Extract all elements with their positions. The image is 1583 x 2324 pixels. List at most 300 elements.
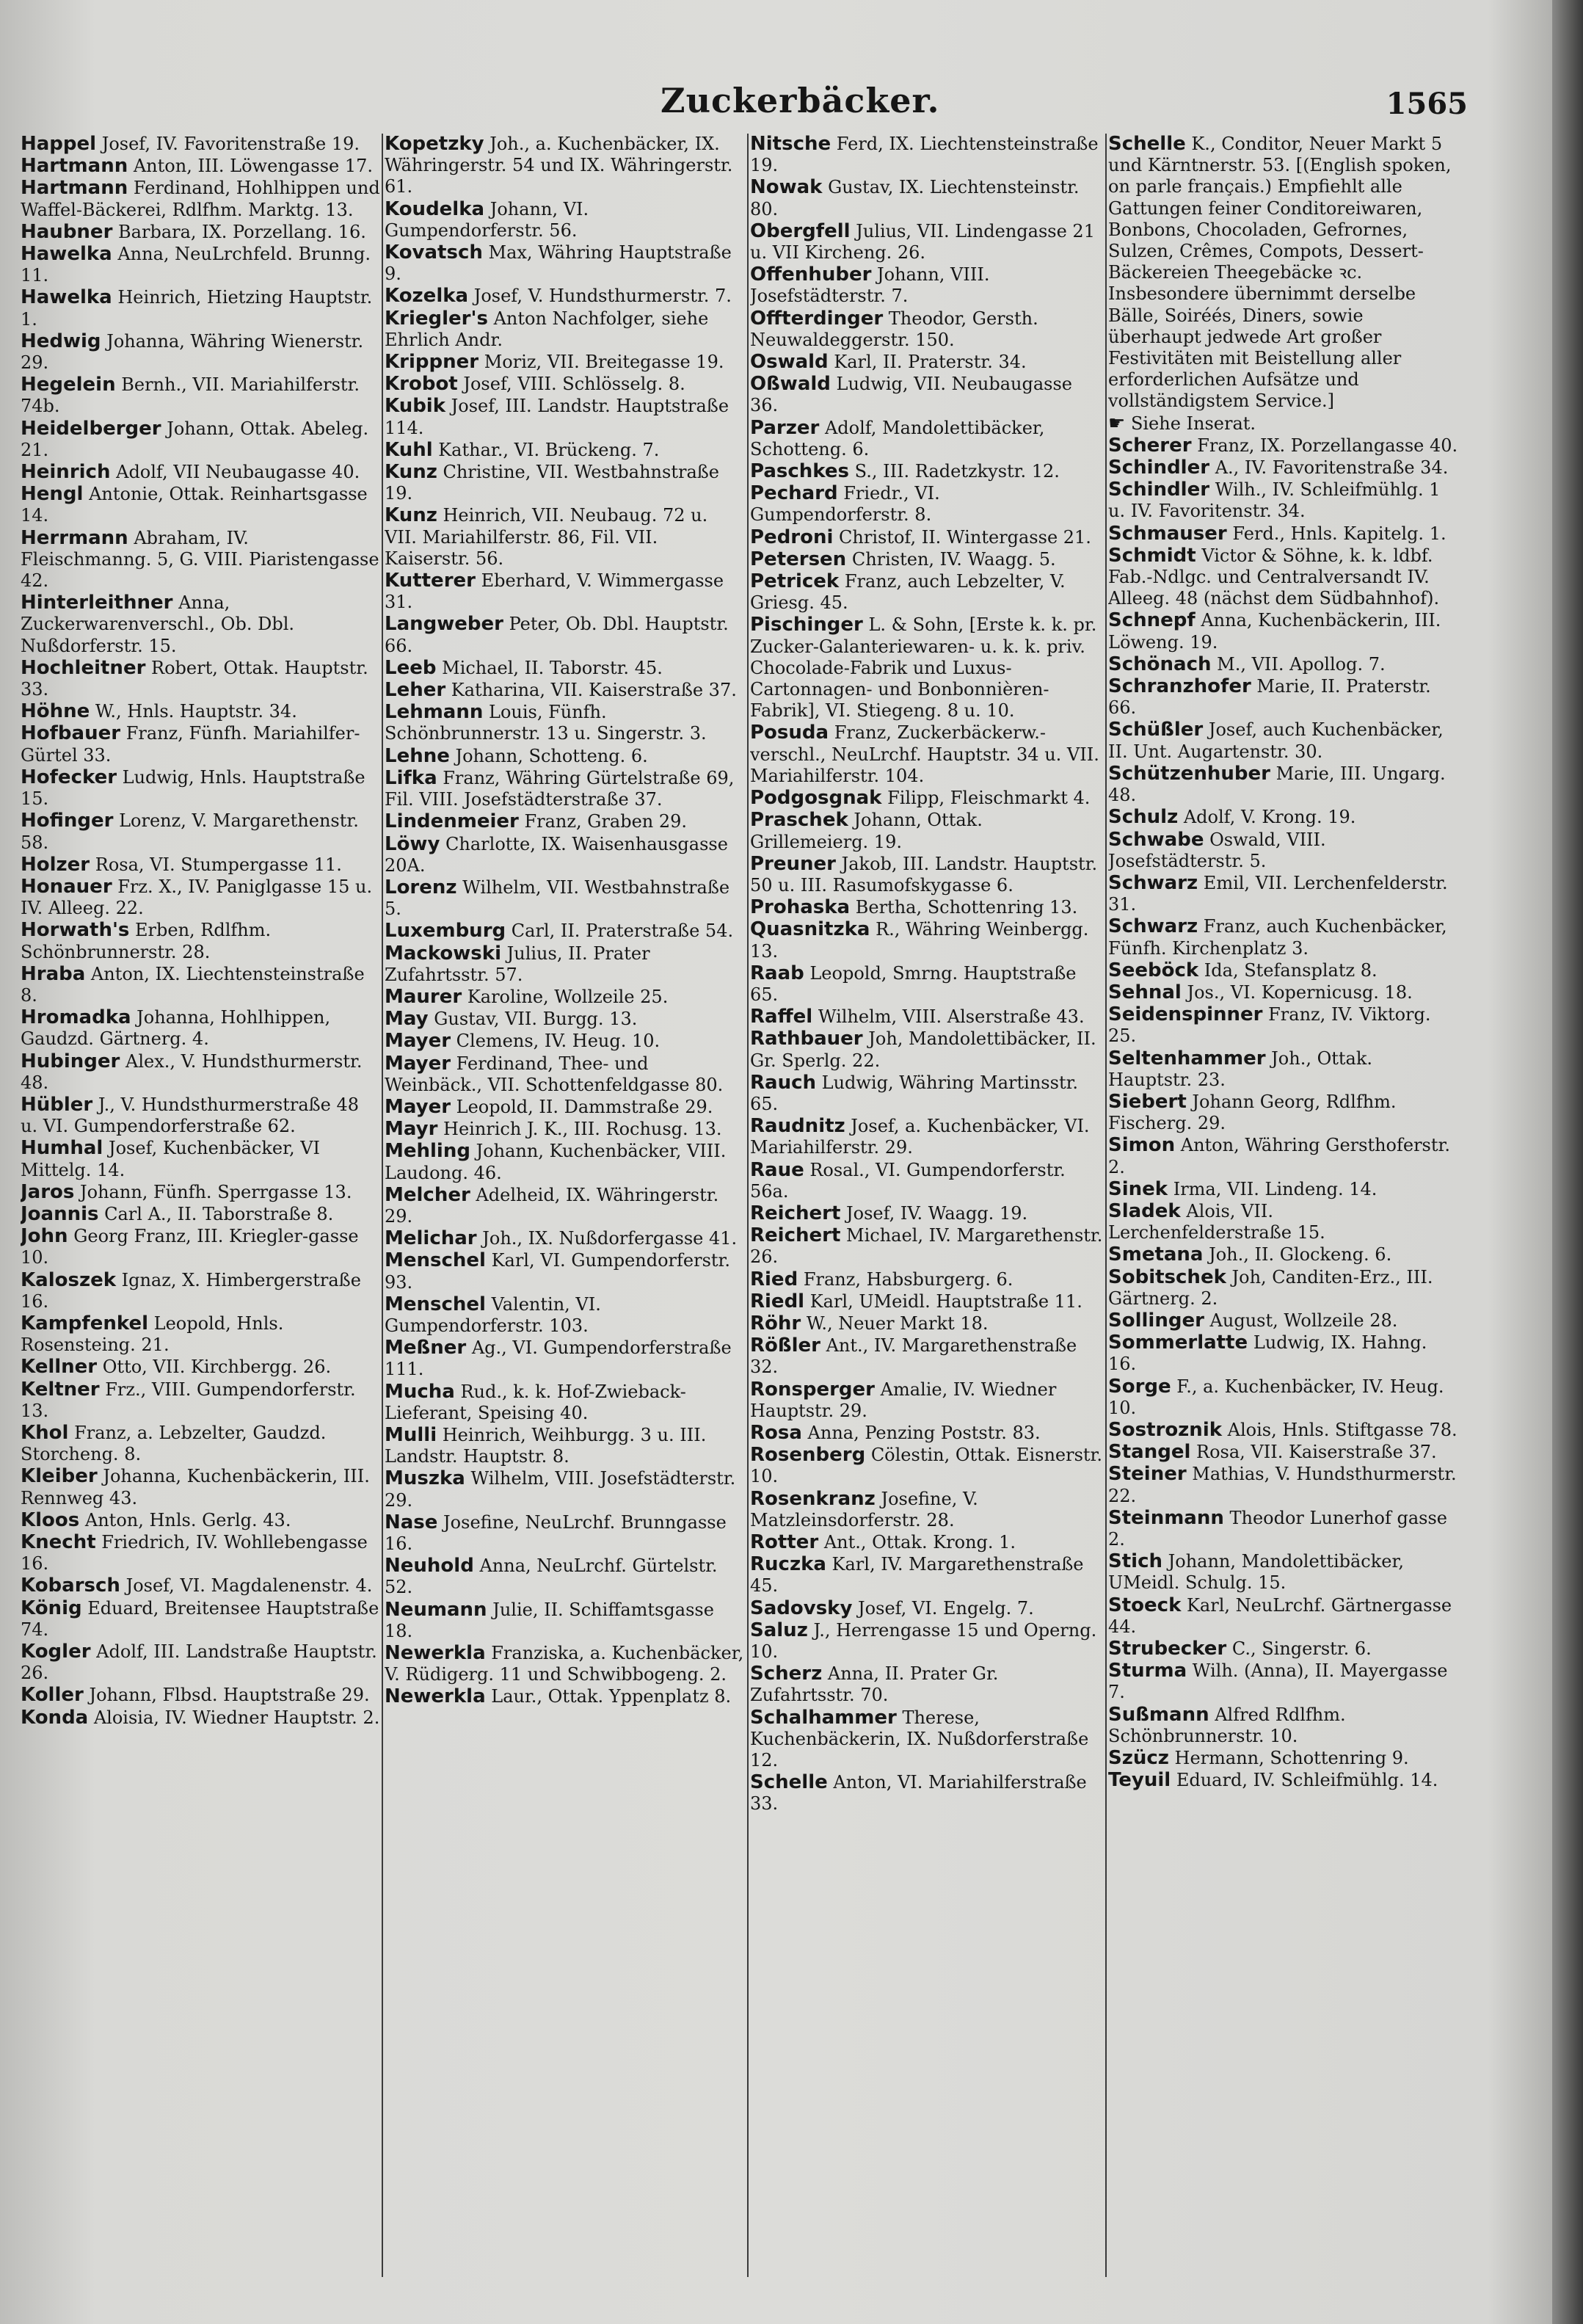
directory-entry [21,854,380,876]
entry-name: Schindler [1108,457,1210,479]
entry-name: Neuhold [385,1555,474,1577]
entry-name: Lehne [385,744,450,767]
entry-details: C., Singerstr. 6. [1226,1638,1372,1660]
directory-entry [21,1466,380,1508]
entry-details: Ferdinand, Hohlhippen und Waffel-Bäckerei, Rdlfhm. Marktg. 13. [21,178,380,220]
entry-name: Oswald [750,351,829,374]
directory-entry [385,1555,744,1598]
entry-details: Ferd, IX. Liechtensteinstraße 19. [750,134,1099,176]
entry-details: Eberhard, V. Wimmergasse 31. [385,570,724,613]
entry-details: August, Wollzeile 28. [1204,1310,1398,1331]
entry-name: Höhne [21,700,90,723]
entry-details: Wilh., IV. Schleifmühlg. 1 u. IV. Favoritenstr. 34. [1108,479,1441,522]
entry-details: Johann Georg, Rdlfhm. Fischerg. 29. [1108,1091,1397,1134]
entry-details: Eduard, IV. Schleifmühlg. 14. [1171,1770,1438,1791]
entry-details: Josef, Kuchenbäcker, VI Mittelg. 14. [21,1138,321,1180]
entry-details: Alois, VII. Lerchenfelderstraße 15. [1108,1200,1325,1243]
directory-entry [1108,676,1460,719]
entry-details: Josef, VI. Engelg. 7. [852,1597,1034,1619]
entry-details: Lorenz, V. Margarethenstr. 58. [21,810,359,853]
directory-entry [750,897,1104,918]
directory-entry [750,1554,1104,1597]
entry-name: Löwy [385,832,440,855]
entry-name: Hartmann [21,155,128,178]
entry-details: Rosa, VI. Stumpergasse 11. [90,854,342,875]
entry-name: Schwarz [1108,871,1198,894]
directory-entry [750,919,1104,962]
directory-entry [750,1269,1104,1290]
entry-name: Hawelka [21,243,112,266]
entry-name: Hofecker [21,766,117,788]
entry-name: Krobot [385,373,458,396]
directory-entry [21,418,380,461]
entry-details: Josefine, NeuLrchf. Brunngasse 16. [385,1511,727,1554]
entry-details: Georg Franz, III. Kriegler-gasse 10. [21,1226,359,1268]
entry-details: Ant., IV. Margarethenstraße 32. [750,1335,1077,1378]
entry-details: Josef, a. Kuchenbäcker, VI. Mariahilferstr. 29. [750,1116,1090,1158]
entry-details: Michael, II. Taborstr. 45. [436,657,663,678]
entry-details: Franz, Zuckerbäckerw.-verschl., NeuLrchf. Hauptstr. 34 u. VII. Mariahilferstr. 104. [750,722,1099,786]
entry-details: Mathias, V. Hundsthurmerstr. 22. [1108,1464,1457,1506]
entry-name: Leeb [385,656,437,679]
entry-details: Adolf, Mandolettibäcker, Schotteng. 6. [750,417,1045,460]
entry-name: Praschek [750,809,848,832]
entry-name: Rosenkranz [750,1487,876,1510]
entry-details: Alfred Rdlfhm. Schönbrunnerstr. 10. [1108,1704,1346,1746]
directory-entry [750,352,1104,373]
entry-details: Jakob, III. Landstr. Hauptstr. 50 u. III. Rasumofskygasse 6. [750,853,1098,896]
entry-name: Rosenberg [750,1444,866,1467]
entry-details: Wilhelm, VIII. Alserstraße 43. [812,1006,1085,1028]
book-gutter-edge [1552,0,1583,2324]
entry-name: Sollinger [1108,1309,1204,1332]
directory-entry [385,1141,744,1183]
entry-details: Johann, Kuchenbäcker, VIII. Laudong. 46. [385,1141,727,1183]
directory-entry [385,505,744,570]
directory-entry [385,199,744,242]
entry-name: Seltenhammer [1108,1047,1266,1070]
directory-entry [750,854,1104,896]
entry-name: Offenhuber [750,264,872,286]
directory-entry [385,614,744,656]
entry-name: Lifka [385,766,437,789]
directory-entry [1108,1267,1460,1310]
entry-name: Stich [1108,1550,1162,1573]
entry-name: Melcher [385,1183,470,1206]
directory-entry [750,1028,1104,1071]
entry-details: Leopold, II. Dammstraße 29. [451,1096,713,1117]
entry-details: Johann, Schotteng. 6. [449,745,648,766]
directory-entry [21,1007,380,1050]
entry-details: Anton, III. Löwengasse 17. [128,156,374,177]
entry-name: Kunz [385,504,437,527]
directory-entry [1108,1508,1460,1550]
entry-details: Clemens, IV. Heug. 10. [451,1031,661,1052]
directory-entry [385,134,744,198]
entry-name: Teyuil [1108,1769,1171,1792]
directory-entry [385,352,744,373]
entry-name: Pischinger [750,614,863,636]
entry-name: Stangel [1108,1441,1191,1464]
directory-entry [1108,719,1460,762]
entry-details: Ida, Stefansplatz 8. [1198,959,1378,981]
entry-details: Karoline, Wollzeile 25. [462,986,669,1007]
entry-name: Jaros [21,1180,75,1203]
entry-name: Koudelka [385,197,485,220]
entry-name: Langweber [385,613,503,636]
entry-details: Carl A., II. Taborstraße 8. [98,1203,334,1224]
directory-entry [750,221,1104,264]
directory-entry [21,1379,380,1422]
directory-entry [750,722,1104,787]
entry-details: S., III. Radetzkystr. 12. [849,461,1060,482]
directory-entry [1108,763,1460,806]
entry-details: Josef, V. Hundsthurmerstr. 7. [468,286,732,307]
directory-entry [750,134,1104,176]
directory-entry [1108,1004,1460,1047]
entry-details: Josef, IV. Favoritenstraße 19. [96,134,360,154]
directory-entry [750,788,1104,809]
directory-entry [1108,1376,1460,1419]
entry-name: Mackowski [385,942,501,965]
directory-entry [21,1357,380,1378]
entry-details: Oswald, VIII. Josefstädterstr. 5. [1108,829,1326,871]
entry-name: Petricek [750,570,840,593]
directory-entry [21,331,380,374]
directory-entry [21,462,380,483]
entry-name: Schelle [750,1771,828,1794]
entry-name: Hinterleithner [21,592,173,614]
entry-details: M., VII. Apollog. 7. [1211,653,1386,675]
entry-name: Schindler [1108,479,1210,501]
directory-entry [21,528,380,592]
directory-entry [750,1335,1104,1378]
entry-name: Schützenhuber [1108,762,1270,785]
directory-entry [1108,982,1460,1003]
directory-entry [385,308,744,351]
directory-entry [1108,960,1460,981]
entry-details: Amalie, IV. Wiedner Hauptstr. 29. [750,1379,1057,1421]
entry-details: Anton Nachfolger, siehe Ehrlich Andr. [385,308,709,350]
entry-name: Kellner [21,1356,98,1379]
entry-name: Luxemburg [385,920,506,943]
directory-entry [21,723,380,766]
entry-details: W., Neuer Markt 18. [801,1312,989,1334]
directory-entry [750,1072,1104,1115]
entry-name: Muszka [385,1467,465,1490]
entry-name: Humhal [21,1137,103,1160]
entry-details: Joh, Canditen-Erz., III. Gärtnerg. 2. [1108,1266,1433,1309]
entry-details: Gustav, VII. Burgg. 13. [428,1009,638,1030]
entry-name: Mayr [385,1118,438,1141]
entry-details: Theodor, Gersth. Neuwaldeggerstr. 150. [750,308,1038,350]
directory-entry [1108,1551,1460,1594]
directory-entry [385,1185,744,1227]
entry-details: Filipp, Fleischmarkt 4. [881,788,1091,809]
entry-name: Steinmann [1108,1506,1224,1529]
column-divider [1105,134,1107,2277]
entry-name: Ruczka [750,1553,826,1576]
entry-details: Ferdinand, Thee- und Weinbäck., VII. Schottenfeldgasse 80. [385,1053,724,1095]
entry-name: Hubinger [21,1050,120,1072]
entry-details: Katharina, VII. Kaiserstraße 37. [445,680,737,701]
entry-details: Anton, Währing Gersthoferstr. 2. [1108,1135,1450,1177]
entry-name: Rößler [750,1335,820,1357]
directory-entry [750,1203,1104,1224]
entry-name: Szücz [1108,1747,1169,1770]
directory-entry [385,658,744,679]
directory-entry [21,810,380,853]
entry-details: Wilhelm, VIII. Josefstädterstr. 29. [385,1468,736,1511]
directory-entry [1108,1332,1460,1375]
entry-name: Scherer [1108,434,1192,457]
entry-details: Franz, Habsburgerg. 6. [798,1268,1014,1290]
directory-entry [750,1598,1104,1619]
entry-details: Johann, VIII. Josefstädterstr. 7. [750,264,990,307]
directory-entry [21,1510,380,1531]
entry-name: Heidelberger [21,417,161,440]
entry-details: Frz. X., IV. Paniglgasse 15 u. IV. Alleeg. 22. [21,876,373,919]
directory-entry [1108,1595,1460,1638]
directory-entry [385,834,744,876]
entry-details: K., Conditor, Neuer Markt 5 und Kärntnerstr. 53. [(English spoken, on parle français.) Empfiehlt alle Gattungen feiner Conditoreiwaren, Bonbons, Chocoladen, Gefrornes, Sulzen, Crêmes, Compots, Dessert-Bäckereien Theegebäcke ꝛc. Insbesondere übernimmt derselbe Bälle, Soiréés, Diners, sowie überhaupt jedwede Art großer Festivitäten mit Beistellung aller erforderlichen Aufsätze und vollständigstem Service.] [1108,134,1452,412]
entry-name: Kopetzky [385,134,484,155]
entry-details: Siehe Inserat. [1125,413,1256,434]
entry-name: Hegelein [21,374,116,396]
entry-details: Franz, auch Kuchenbäcker, Fünfh. Kirchenplatz 3. [1108,916,1447,959]
directory-entry [21,1204,380,1225]
directory-entry [385,374,744,395]
directory-entry [21,767,380,810]
entry-name: Khol [21,1421,69,1444]
entry-details: Franz, Fünfh. Mariahilfer-Gürtel 33. [21,723,360,766]
directory-entry [21,374,380,417]
entry-name: Hromadka [21,1006,131,1029]
entry-details: L. & Sohn, [Erste k. k. pr. Zucker-Galanteriewaren- u. k. k. priv. Chocolade-Fabrik und Luxus-Cartonnagen- und Bonbonnièren-Fabrik], VI. Stiegeng. 8 u. 10. [750,614,1097,722]
entry-details: Johanna, Kuchenbäckerin, III. Rennweg 43. [21,1466,370,1508]
directory-entry [1108,435,1460,457]
entry-details: J., V. Hundsthurmerstraße 48 u. VI. Gumpendorferstraße 62. [21,1094,360,1137]
entry-details: Jos., VI. Kopernicusg. 18. [1181,981,1413,1003]
directory-entry [750,963,1104,1006]
directory-column-3 [750,134,1104,2299]
entry-name: Schelle [1108,134,1186,155]
entry-details: Anton, VI. Mariahilferstraße 33. [750,1772,1087,1815]
entry-details: Franz, IV. Viktorg. 25. [1108,1004,1431,1047]
entry-details: Ludwig, Hnls. Hauptstraße 15. [21,766,365,810]
entry-name: Hawelka [21,286,112,309]
entry-name: Mayer [385,1052,451,1075]
entry-name: Nowak [750,176,823,199]
entry-details: Rud., k. k. Hof-Zwieback-Lieferant, Speising 40. [385,1381,686,1423]
entry-name: John [21,1225,68,1248]
directory-entry [750,1620,1104,1663]
entry-details: Eduard, Breitensee Hauptstraße 74. [21,1597,379,1640]
directory-entry [21,1270,380,1312]
entry-details: Emil, VII. Lerchenfelderstr. 31. [1108,872,1448,915]
directory-entry [385,920,744,942]
directory-entry [21,287,380,330]
entry-name: Stoeck [1108,1594,1182,1616]
entry-name: Schmauser [1108,522,1227,545]
entry-details: Friedrich, IV. Wohllebengasse 16. [21,1532,368,1575]
entry-details: Leopold, Hnls. Rosensteing. 21. [21,1312,284,1356]
entry-name: Rotter [750,1531,819,1553]
entry-name: Rauch [750,1071,816,1094]
directory-entry [1108,1660,1460,1703]
entry-details: Moriz, VII. Breitegasse 19. [478,352,724,373]
directory-entry [21,134,380,155]
entry-details: Adolf, VII Neubaugasse 40. [110,462,360,483]
directory-entry [1108,610,1460,653]
entry-details: Otto, VII. Kirchbergg. 26. [97,1357,332,1378]
entry-name: Joannis [21,1202,99,1225]
directory-entry [1108,916,1460,959]
entry-name: Kozelka [385,285,469,308]
directory-entry [21,244,380,286]
directory-entry [750,483,1104,526]
entry-details: Anna, II. Prater Gr. Zufahrtsstr. 70. [750,1663,999,1706]
directory-entry [21,1051,380,1094]
directory-entry [1108,807,1460,828]
directory-entry [1108,1442,1460,1463]
directory-entry [385,1119,744,1140]
entry-name: Menschel [385,1293,486,1315]
entry-details: Julius, II. Prater Zufahrtsstr. 57. [385,943,650,985]
entry-name: Koller [21,1684,84,1707]
directory-entry [1108,413,1460,435]
directory-entry [1108,1748,1460,1769]
directory-entry [750,308,1104,351]
entry-details: Anna, Zuckerwarenverschl., Ob. Dbl. Nußdorferstr. 15. [21,592,294,656]
directory-entry [385,462,744,504]
entry-details: Peter, Ob. Dbl. Hauptstr. 66. [385,614,729,656]
entry-details: Rosa, VII. Kaiserstraße 37. [1190,1442,1437,1463]
entry-details: Franziska, a. Kuchenbäcker, V. Rüdigerg. 11 und Schwibbogeng. 2. [385,1643,744,1685]
directory-entry [385,746,744,767]
entry-name: Oßwald [750,373,831,396]
entry-name: Mucha [385,1380,455,1403]
directory-entry [21,1641,380,1684]
directory-entry [750,1532,1104,1553]
directory-entry [1108,1770,1460,1791]
entry-name: Röhr [750,1312,801,1335]
entry-name: Kutterer [385,570,476,592]
directory-entry [385,1512,744,1555]
entry-details: Gustav, IX. Liechtensteinstr. 80. [750,177,1080,219]
directory-entry [1108,479,1460,522]
entry-name: Mehling [385,1140,470,1163]
directory-entry [750,549,1104,570]
directory-entry [21,1423,380,1465]
directory-entry [385,1381,744,1424]
directory-entry [385,1686,744,1707]
directory-entry [21,1685,380,1706]
entry-details: Antonie, Ottak. Reinhartsgasse 14. [21,484,368,526]
entry-name: Ronsperger [750,1378,876,1401]
entry-name: Schüßler [1108,719,1204,741]
entry-name: Quasnitzka [750,918,870,941]
entry-details: Christof, II. Wintergasse 21. [833,526,1091,548]
directory-entry [385,286,744,307]
entry-name: Nitsche [750,134,831,155]
entry-name: Pedroni [750,526,834,548]
entry-name: Schönach [1108,653,1212,675]
entry-name: Kogler [21,1641,91,1663]
directory-entry [385,242,744,285]
entry-name: Knecht [21,1531,96,1553]
entry-details: Alois, Hnls. Stiftgasse 78. [1222,1419,1458,1440]
entry-details: Adelheid, IX. Währingerstr. 29. [385,1184,719,1227]
entry-name: Strubecker [1108,1638,1227,1660]
entry-name: Reichert [750,1224,841,1247]
entry-details: Josef, VIII. Schlösselg. 8. [457,374,685,395]
entry-details: F., a. Kuchenbäcker, IV. Heug. 10. [1108,1376,1444,1418]
entry-details: R., Währing Weinbergg. 13. [750,919,1089,962]
directory-entry [385,1053,744,1096]
directory-entry [750,527,1104,548]
directory-entry [21,1094,380,1137]
entry-name: Happel [21,134,97,155]
directory-entry [1108,134,1460,413]
entry-details: Karl, UMeidl. Hauptstraße 11. [804,1290,1082,1312]
directory-entry [1108,1464,1460,1506]
entry-details: Charlotte, IX. Waisenhausgasse 20A. [385,833,728,876]
directory-entry [21,1598,380,1641]
entry-name: Offterdinger [750,307,884,330]
entry-details: Anton, Hnls. Gerlg. 43. [79,1509,291,1530]
entry-details: Josef, auch Kuchenbäcker, II. Unt. Augartenstr. 30. [1108,719,1444,762]
entry-details: Wilh. (Anna), II. Mayergasse 7. [1108,1660,1448,1703]
directory-entry [385,396,744,438]
entry-name: Reichert [750,1202,841,1224]
directory-entry [1108,1092,1460,1134]
entry-name: Seidenspinner [1108,1003,1263,1026]
directory-entry [750,1379,1104,1422]
entry-name: Petersen [750,548,847,570]
entry-name: Hofinger [21,810,114,832]
entry-name: König [21,1597,82,1619]
directory-entry [21,1707,380,1729]
entry-name: Raab [750,962,804,984]
entry-details: Cölestin, Ottak. Eisnerstr. 10. [750,1445,1103,1487]
entry-details: Josefine, V. Matzleinsdorferstr. 28. [750,1488,978,1530]
entry-details: Marie, III. Ungarg. 48. [1108,763,1446,806]
entry-details: Ignaz, X. Himbergerstraße 16. [21,1269,361,1312]
directory-entry [750,461,1104,482]
entry-name: Schulz [1108,806,1179,829]
entry-name: Hartmann [21,177,128,200]
entry-details: Franz, a. Lebzelter, Gaudzd. Storcheng. 8. [21,1422,327,1465]
entry-name: Sostroznik [1108,1418,1223,1441]
entry-name: Raudnitz [750,1115,845,1138]
entry-name: Siebert [1108,1090,1187,1113]
directory-entry [1108,1310,1460,1332]
entry-details: Michael, IV. Margarethenstr. 26. [750,1225,1103,1268]
entry-name: Kuhl [385,438,433,461]
entry-name: Melichar [385,1227,477,1250]
entry-name: Prohaska [750,896,851,919]
entry-name: Kaloszek [21,1268,116,1291]
entry-details: Ant., Ottak. Krong. 1. [818,1532,1016,1553]
directory-entry [385,1643,744,1685]
entry-details: Rosal., VI. Gumpendorferstr. 56a. [750,1159,1066,1202]
entry-details: Johann, Ottak. Grillemeierg. 19. [750,810,983,852]
entry-details: Max, Währing Hauptstraße 9. [385,242,732,285]
entry-details: A., IV. Favoritenstraße 34. [1209,457,1449,479]
entry-name: Schwabe [1108,828,1204,851]
entry-name: Sladek [1108,1199,1181,1222]
